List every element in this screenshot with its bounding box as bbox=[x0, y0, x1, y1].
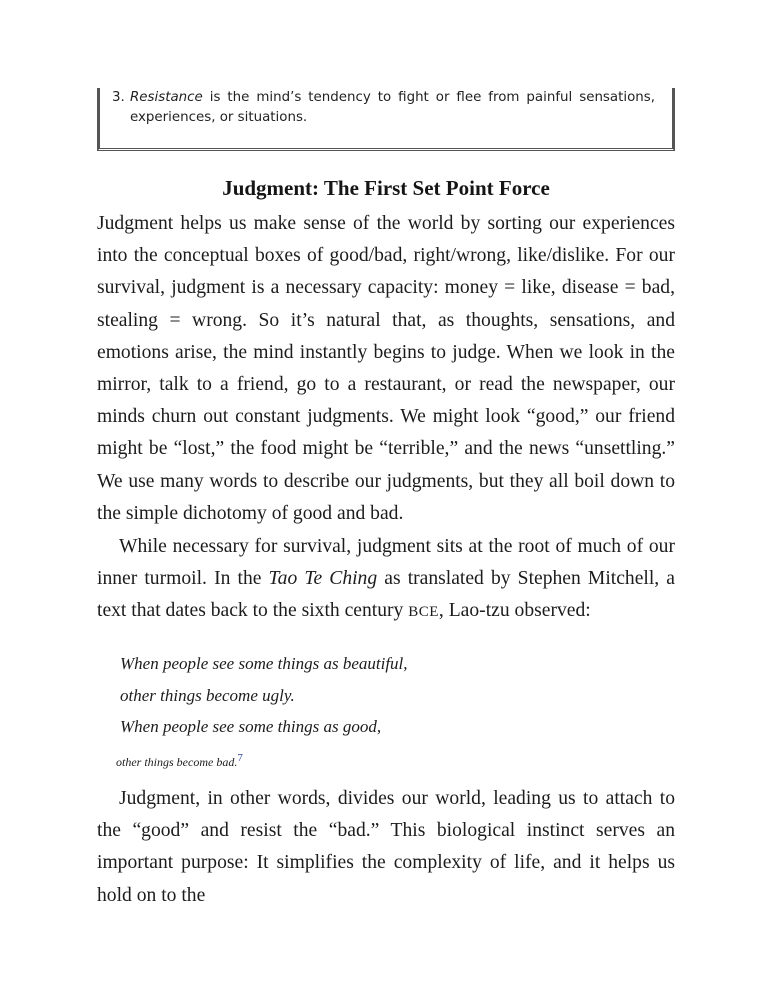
quoted-poem bbox=[116, 648, 408, 778]
poem-line: When people see some things as beautiful, bbox=[120, 654, 408, 673]
footnote-reference[interactable]: 7 bbox=[237, 751, 243, 764]
paragraph-2-text-b: as translated by Stephen Mitchell, a text that dates back to the sixth century bbox=[97, 568, 675, 622]
book-title: Tao Te Ching bbox=[268, 568, 378, 590]
paragraph-2-text-a: While necessary for survival, judgment sits at the root of much of our inner turmoil. In the bbox=[97, 536, 675, 590]
definition-item bbox=[112, 88, 655, 128]
poem-line bbox=[116, 743, 408, 779]
era-label: BCE bbox=[408, 604, 439, 621]
paragraph-2-text-c: , Lao-tzu observed: bbox=[438, 600, 591, 622]
poem-line: other things become ugly. bbox=[120, 685, 295, 705]
poem-line-text: other things become bad. bbox=[116, 754, 238, 769]
poem-line: When people see some things as good, bbox=[120, 717, 382, 736]
paragraph-3: Judgment, in other words, divides our world, leading us to attach to the “good” and resist the “bad.” This biological instinct serves an important purpose: It simplifies the complexity of life, and it helps us hold on to the bbox=[97, 788, 675, 906]
paragraph-1: Judgment helps us make sense of the world by sorting our experiences into the conceptual boxes of good/bad, right/wrong, like/dislike. For our survival, judgment is a necessary capacity: money = like, disease = bad, stealing = wrong. So it’s natural that, as thoughts, sensations, and emotions arise, the mind instantly begins to judge. When we look in the mirror, talk to a friend, go to a restaurant, or read the newspaper, our minds churn out constant judgments. We might look “good,” our friend might be “lost,” the food might be “terrible,” and the news “unsettling.” We use many words to describe our judgments, but they all boil down to the simple dichotomy of good and bad. bbox=[97, 213, 675, 524]
item-number: 3. bbox=[112, 90, 125, 105]
paragraph-2 bbox=[97, 531, 675, 629]
item-text: is the mind’s tendency to fight or flee from painful sensations, experiences, or situations. bbox=[130, 90, 655, 125]
item-term: Resistance bbox=[130, 90, 203, 105]
definition-box bbox=[97, 88, 675, 151]
section-heading: Judgment: The First Set Point Force bbox=[222, 176, 550, 200]
